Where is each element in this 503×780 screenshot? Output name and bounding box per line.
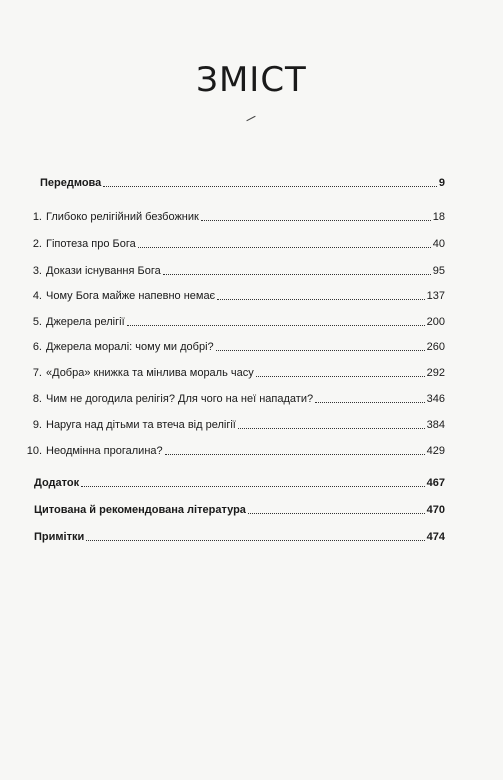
toc-leader-dots xyxy=(238,428,425,429)
toc-leader-dots xyxy=(86,540,424,541)
toc-entry-notes xyxy=(34,530,445,544)
toc-entry-page: 200 xyxy=(426,316,445,328)
toc-leader-dots xyxy=(315,402,425,403)
toc-leader-dots xyxy=(217,299,424,300)
toc-entry-page: 260 xyxy=(426,341,445,353)
toc-entry-page: 467 xyxy=(426,477,445,489)
toc-entry-label: «Добра» книжка та мінлива мораль часу xyxy=(46,367,254,379)
toc-entry-page: 137 xyxy=(426,290,445,302)
toc-entry-label: Чому Бога майже напевно немає xyxy=(46,290,216,302)
toc-entry-number: 2. xyxy=(32,238,42,250)
toc-entry-label: Джерела релігії xyxy=(46,316,125,328)
toc-entry-number: 4. xyxy=(32,290,42,302)
toc-entry-page: 384 xyxy=(426,419,445,431)
toc-entry-number: 1. xyxy=(32,211,42,223)
toc-entry-number: 9. xyxy=(32,419,42,431)
page-title: ЗМІСТ xyxy=(196,60,307,100)
toc-entry-page: 474 xyxy=(426,531,445,543)
toc-entry-page: 95 xyxy=(432,265,445,277)
toc-entry-chapter-2 xyxy=(24,237,445,251)
toc-entry-number: 3. xyxy=(32,265,42,277)
toc-leader-dots xyxy=(138,247,431,248)
toc-leader-dots xyxy=(163,274,431,275)
toc-entry-label: Додаток xyxy=(34,477,80,489)
toc-entry-number: 10. xyxy=(26,445,42,457)
toc-entry-number: 6. xyxy=(32,341,42,353)
toc-leader-dots xyxy=(248,513,425,514)
toc-entry-chapter-5 xyxy=(24,315,445,329)
toc-entry-label: Передмова xyxy=(40,177,102,189)
toc-entry-label: Глибоко релігійний безбожник xyxy=(46,211,199,223)
toc-entry-number: 7. xyxy=(32,367,42,379)
toc-leader-dots xyxy=(256,376,425,377)
toc-entry-page: 18 xyxy=(432,211,445,223)
toc-entry-label: Джерела моралі: чому ми добрі? xyxy=(46,341,214,353)
toc-entry-chapter-3 xyxy=(24,264,445,278)
toc-entry-chapter-7 xyxy=(24,366,445,380)
toc-entry-page: 346 xyxy=(426,393,445,405)
toc-entry-number: 8. xyxy=(32,393,42,405)
toc-entry-page: 9 xyxy=(438,177,445,189)
toc-entry-label: Чим не догодила релігія? Для чого на неї нападати? xyxy=(46,393,314,405)
toc-leader-dots xyxy=(216,350,425,351)
toc-entry-bibliography xyxy=(34,503,445,517)
toc-entry-preface xyxy=(40,176,445,190)
toc-entry-label: Гіпотеза про Бога xyxy=(46,238,136,250)
toc-entry-chapter-10 xyxy=(24,444,445,458)
toc-entry-label: Неодмінна прогалина? xyxy=(46,445,163,457)
toc-entry-appendix xyxy=(34,476,445,490)
toc-entry-page: 470 xyxy=(426,504,445,516)
toc-entry-chapter-1 xyxy=(24,210,445,224)
toc-leader-dots xyxy=(165,454,425,455)
toc-entry-label: Докази існування Бога xyxy=(46,265,161,277)
toc-entry-page: 292 xyxy=(426,367,445,379)
toc-entry-page: 429 xyxy=(426,445,445,457)
toc-entry-chapter-6 xyxy=(24,340,445,354)
toc-entry-chapter-9 xyxy=(24,418,445,432)
toc-entry-number: 5. xyxy=(32,316,42,328)
toc-entry-label: Примітки xyxy=(34,531,85,543)
toc-leader-dots xyxy=(81,486,425,487)
toc-entry-chapter-4 xyxy=(24,289,445,303)
toc-leader-dots xyxy=(127,325,425,326)
toc-entry-chapter-8 xyxy=(24,392,445,406)
toc-entry-label: Наруга над дітьми та втеча від релігії xyxy=(46,419,236,431)
toc-leader-dots xyxy=(201,220,431,221)
toc-entry-label: Цитована й рекомендована література xyxy=(34,504,246,516)
toc-entry-page: 40 xyxy=(432,238,445,250)
toc-leader-dots xyxy=(103,186,437,187)
